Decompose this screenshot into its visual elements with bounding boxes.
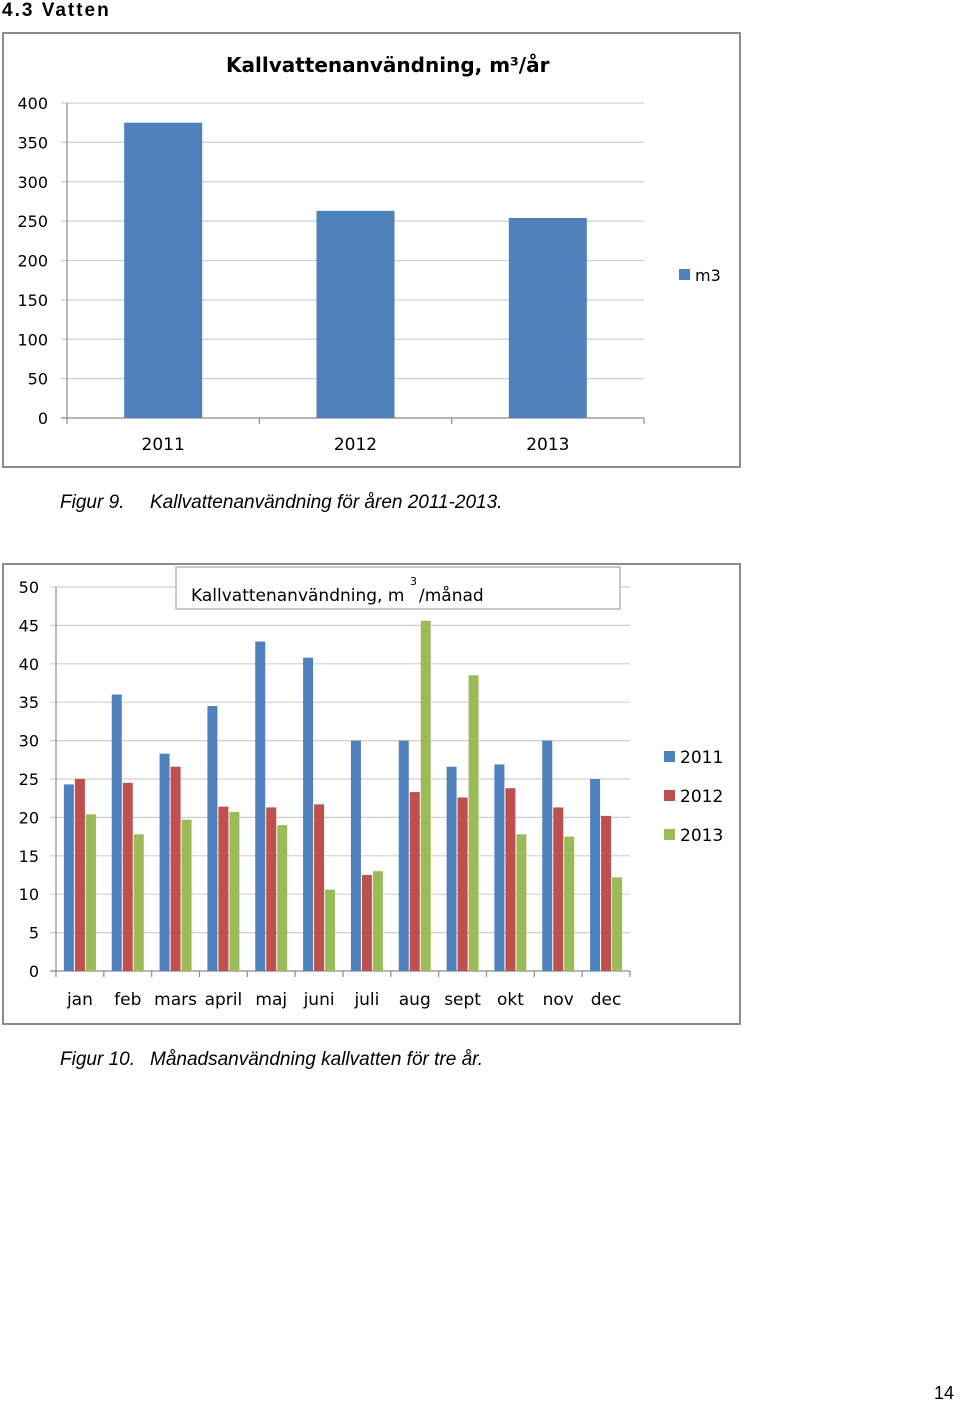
bar-jan-2013 [86, 814, 96, 971]
y-tick-label: 20 [18, 808, 39, 828]
y-tick-label: 25 [18, 770, 39, 789]
bar-juli-2011 [351, 741, 361, 971]
x-tick-label: juli [354, 990, 380, 1010]
x-tick-label: sept [444, 990, 481, 1010]
figure-10-text: Månadsanvändning kallvatten för tre år. [150, 1049, 484, 1070]
legend-swatch-m3 [679, 269, 690, 280]
bar-2012 [317, 211, 395, 418]
figure-9-text: Kallvattenanvändning för åren 2011-2013. [150, 492, 503, 513]
y-tick-label: 15 [18, 846, 39, 866]
bar-mars-2013 [182, 820, 192, 971]
legend-swatch-2012 [664, 790, 675, 801]
bar-maj-2012 [266, 807, 276, 971]
x-tick-label: nov [542, 990, 574, 1010]
y-tick-label: 150 [17, 290, 48, 310]
bar-juni-2012 [314, 804, 324, 971]
legend-label-2012: 2012 [680, 787, 724, 807]
chart-title: Kallvattenanvändning, m³/år [226, 53, 550, 77]
y-tick-label: 35 [18, 693, 39, 713]
legend-swatch-2011 [664, 751, 675, 762]
annual-usage-chart [2, 32, 741, 468]
x-tick-label: juni [303, 990, 335, 1010]
x-tick-label: aug [398, 990, 431, 1010]
monthly-usage-chart [2, 563, 741, 1025]
bar-dec-2012 [601, 816, 611, 971]
bar-mars-2012 [171, 767, 181, 971]
bar-sept-2013 [469, 675, 479, 971]
bar-maj-2011 [255, 642, 265, 971]
y-tick-label: 250 [17, 212, 48, 232]
x-tick-label: april [204, 990, 243, 1010]
bar-sept-2012 [458, 797, 468, 971]
bar-jan-2011 [64, 784, 74, 971]
figure-10-caption [60, 1049, 483, 1071]
y-tick-label: 30 [18, 731, 39, 751]
y-tick-label: 45 [18, 616, 39, 636]
bar-juli-2012 [362, 875, 372, 971]
bar-sept-2011 [447, 767, 457, 971]
x-tick-label: 2012 [333, 435, 378, 455]
x-tick-label: 2013 [526, 435, 570, 455]
x-tick-label: 2011 [141, 435, 185, 455]
y-tick-label: 350 [17, 133, 48, 153]
bar-dec-2013 [612, 877, 622, 971]
bar-nov-2013 [564, 837, 574, 971]
bar-aug-2013 [421, 621, 431, 971]
section-heading: 4.3 Vatten [2, 0, 111, 21]
bar-juni-2013 [325, 890, 335, 971]
bar-april-2013 [229, 812, 239, 971]
y-tick-label: 400 [17, 94, 48, 113]
annual-usage-chart-svg [4, 34, 741, 468]
bar-april-2011 [207, 706, 217, 971]
y-tick-label: 100 [17, 330, 48, 350]
y-tick-label: 300 [17, 172, 48, 192]
bar-dec-2011 [590, 779, 600, 971]
bar-mars-2011 [160, 754, 170, 971]
bar-okt-2011 [494, 764, 504, 971]
bar-feb-2012 [123, 783, 133, 971]
chart-title: Kallvattenanvändning, m [191, 586, 405, 606]
y-tick-label: 50 [18, 578, 39, 597]
figure-9-label: Figur 9. [60, 492, 125, 513]
x-tick-label: feb [114, 990, 142, 1010]
chart-title-suffix: /månad [419, 586, 484, 606]
monthly-usage-chart-svg [4, 565, 741, 1025]
bar-nov-2012 [553, 807, 563, 971]
bar-april-2012 [218, 807, 228, 971]
bar-nov-2011 [542, 741, 552, 971]
chart-title-superscript: 3 [410, 575, 417, 588]
y-tick-label: 0 [28, 962, 39, 981]
bar-juli-2013 [373, 871, 383, 971]
bar-juni-2011 [303, 658, 313, 971]
bar-okt-2012 [505, 788, 515, 971]
page-number: 14 [933, 1383, 954, 1403]
y-tick-label: 10 [18, 885, 39, 905]
x-tick-label: maj [255, 990, 288, 1010]
bar-aug-2012 [410, 792, 420, 971]
x-tick-label: dec [590, 990, 622, 1010]
legend-label-m3: m3 [695, 266, 721, 285]
bar-maj-2013 [277, 825, 287, 971]
figure-9-caption [60, 492, 502, 514]
bar-2011 [124, 123, 202, 418]
y-tick-label: 200 [17, 251, 48, 271]
x-tick-label: jan [66, 990, 93, 1010]
figure-10-label: Figur 10. [60, 1049, 135, 1070]
bar-okt-2013 [516, 834, 526, 971]
bar-2013 [509, 218, 587, 418]
legend-label-2011: 2011 [680, 748, 724, 768]
y-tick-label: 5 [28, 923, 39, 943]
y-tick-label: 0 [37, 409, 48, 428]
x-tick-label: okt [496, 990, 524, 1010]
bar-jan-2012 [75, 779, 85, 971]
legend-swatch-2013 [664, 829, 675, 840]
bar-aug-2011 [399, 741, 409, 971]
bar-feb-2011 [112, 695, 122, 971]
legend-label-2013: 2013 [680, 826, 724, 846]
y-tick-label: 40 [18, 654, 39, 674]
bar-feb-2013 [134, 834, 144, 971]
y-tick-label: 50 [27, 369, 48, 389]
x-tick-label: mars [154, 990, 197, 1010]
